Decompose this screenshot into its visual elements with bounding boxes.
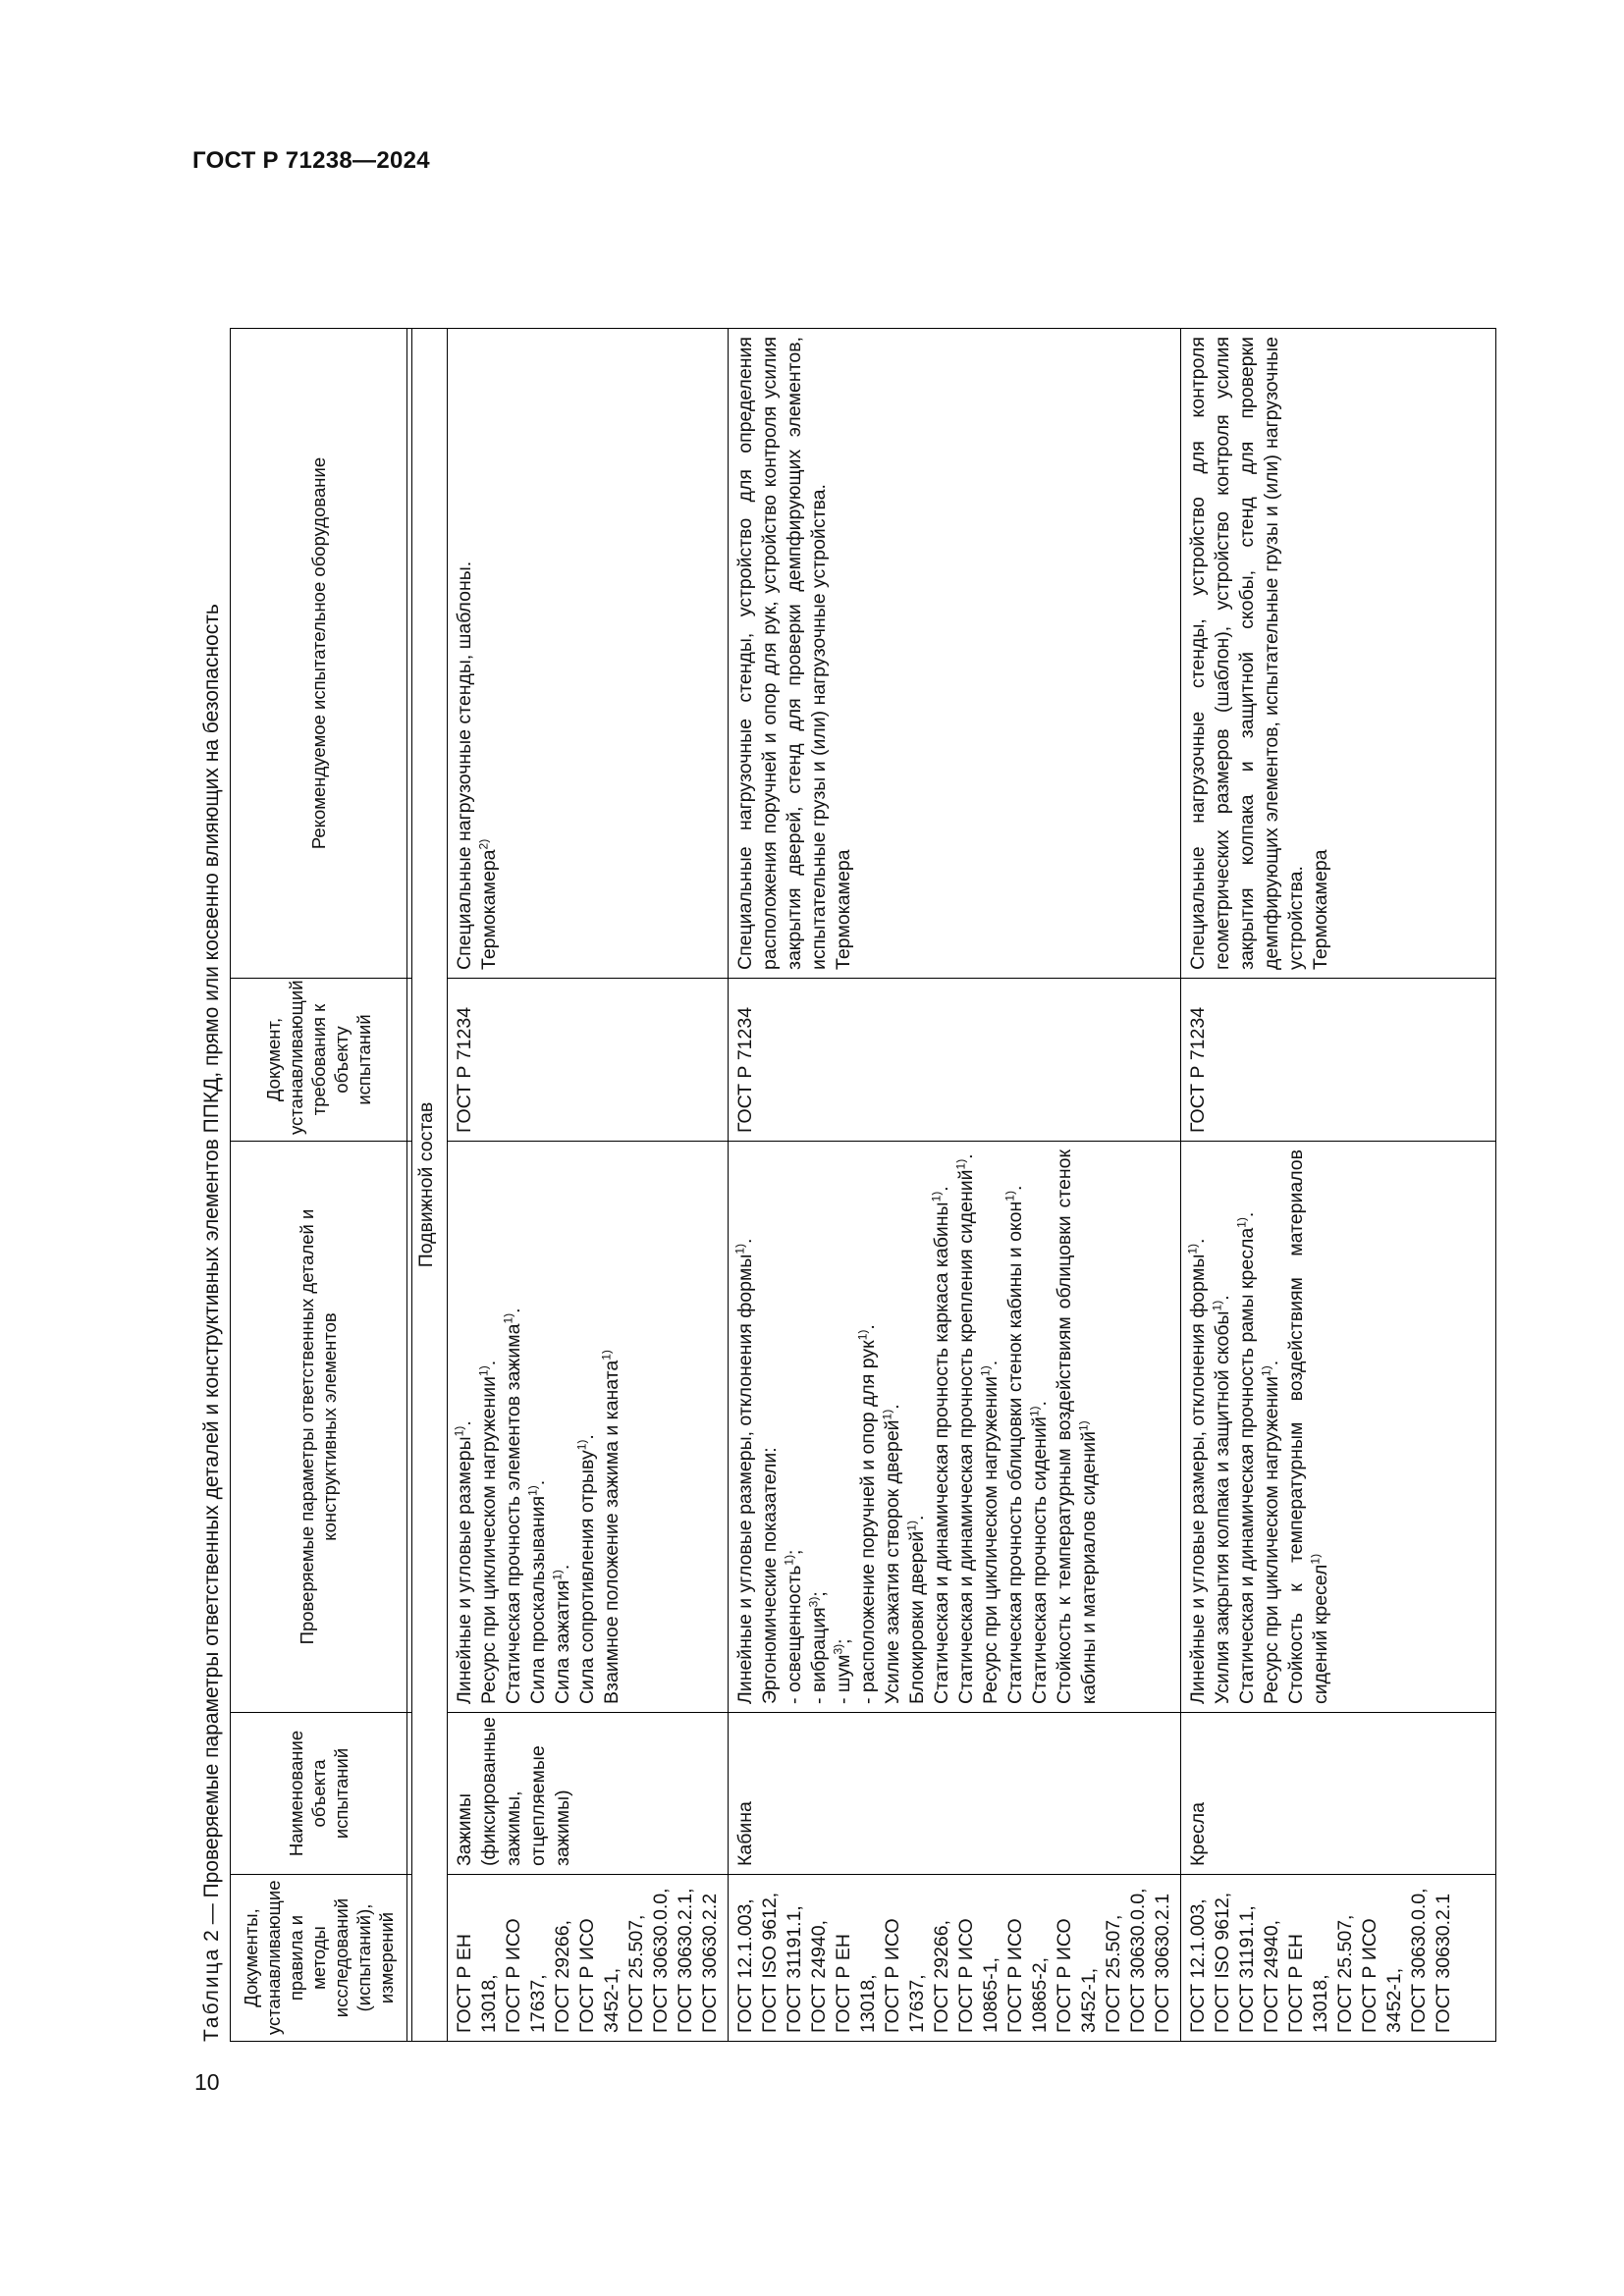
doc-reference: ГОСТ 30630.2.1 [1152,1893,1174,2033]
parameter-item: Эргономические показатели: [759,1447,782,1704]
footnote-ref: 1) [978,1365,993,1376]
doc-reference: ГОСТ Р ИСО 10865-2, [1004,1918,1052,2033]
parameter-item: Сила сопротивления отрыву$^{1)}$. [574,1434,599,1704]
object-cell: Кресла [1181,1713,1496,1875]
doc-reference: ГОСТ 31191.1, [1236,1905,1259,2033]
footnote-ref: 3) [831,1643,845,1655]
section-row [412,329,448,2042]
table-caption [192,324,232,2042]
doc-reference: ГОСТ 25.507, [625,1914,648,2033]
parameter-item: Статическая прочность сидений$^{1)}$. [1027,1401,1052,1704]
doc-reference: ГОСТ 12.1.003, [1187,1898,1210,2033]
parameter-item: - расположение поручней и опор для рук$^{1)}$. [855,1324,880,1704]
footnote-ref: 1) [599,1350,614,1361]
parameters-table [230,328,1496,2042]
footnote-ref: 1) [732,1243,747,1255]
parameter-item: Статическая и динамическая прочность крепления сидений$^{1)}$. [953,1153,978,1704]
parameter-item: Линейные и угловые размеры, отклонения формы$^{1)}$. [1185,1238,1210,1704]
doc-reference: ГОСТ 30630.0.0, [1127,1888,1150,2033]
doc-reference: ГОСТ 25.507, [1334,1914,1357,2033]
footnote-ref: 1) [1002,1191,1017,1201]
footnote-ref: 1) [550,1570,565,1580]
doc-reference: ГОСТ Р ЕН 13018, [454,1934,501,2033]
doc-reference: ГОСТ ISO 9612, [759,1892,782,2033]
doc-reference: ГОСТ 30630.2.1, [675,1888,697,2033]
footnote-ref: 1) [953,1158,968,1170]
equipment-cell [729,329,1181,979]
doc-reference: ГОСТ Р ИСО 10865-1, [955,1918,1002,2033]
doc-reference: ГОСТ 29266, [552,1919,574,2033]
equipment-item: Специальные нагрузочные стенды, устройство для определения расположения поручней и опор для рук, устройство контроля усилия закрытия дверей, стенд для проверки демпфирующих элементов, испытательные грузы и (или) нагрузочные устройства. [734,337,831,970]
footnote-ref: 1) [1234,1217,1249,1228]
caption-label: Таблица [200,1947,223,2042]
doc-reference: ГОСТ Р ИСО 3452-1, [1359,1918,1406,2033]
parameter-item: Усилие зажатия створок дверей$^{1)}$. [880,1404,904,1704]
footnote-ref: 1) [1027,1406,1042,1417]
table-row [729,329,1181,2042]
caption-text: 2 — Проверяемые параметры ответственных деталей и конструктивных элементов ППКД, прямо или косвенно влияющих на безопасность [200,604,223,1942]
doc-reference: ГОСТ ISO 9612, [1212,1892,1234,2033]
requirement-doc-cell: ГОСТ Р 71234 [448,979,729,1142]
doc-reference: ГОСТ 31191.1, [784,1905,806,2033]
doc-reference: ГОСТ Р ИСО 3452-1, [576,1918,623,2033]
parameter-item: Ресурс при циклическом нагружении$^{1)}$. [476,1360,501,1704]
docs-cell [448,1875,729,2042]
parameter-item: Стойкость к температурным воздействиям облицовки стенок кабины и материалов сидений$^{1)}$ [1054,1149,1101,1704]
column-header: Проверяемые параметры ответственных деталей и конструктивных элементов [231,1142,407,1713]
parameter-item: Сила проскальзывания$^{1)}$. [525,1479,550,1704]
doc-reference: ГОСТ 24940, [808,1919,831,2033]
equipment-item: Термокамера [1310,849,1332,970]
doc-reference: ГОСТ Р ИСО 17637, [503,1918,550,2033]
section-title: Подвижной состав [412,329,448,2042]
doc-reference: ГОСТ 30630.0.0, [1408,1888,1431,2033]
table-row [448,329,729,2042]
footnote-ref: 1) [476,1365,491,1376]
parameter-item: Блокировки дверей$^{1)}$. [904,1515,929,1704]
doc-reference: ГОСТ 30630.0.0, [650,1888,673,2033]
table-row [1181,329,1496,2042]
parameter-item: Ресурс при циклическом нагружении$^{1)}$. [978,1360,1002,1704]
column-header: Рекомендуемое испытательное оборудование [231,329,407,979]
footnote-ref: 1) [1076,1420,1091,1432]
parameter-item: Усилия закрытия колпака и защитной скобы$^{1)}$. [1210,1295,1234,1704]
params-cell [1181,1142,1496,1713]
parameter-item: Статическая прочность облицовки стенок кабины и окон$^{1)}$. [1002,1185,1027,1704]
parameter-item: Стойкость к температурным воздействиям материалов сидений кресел$^{1)}$ [1285,1149,1332,1704]
equipment-cell [1181,329,1496,979]
object-cell: Кабина [729,1713,1181,1875]
parameter-item: Линейные и угловые размеры, отклонения формы$^{1)}$. [732,1238,757,1704]
table-header-row [231,329,407,2042]
parameter-item: - вибрация$^{3)}$; [806,1591,831,1704]
parameter-item: Сила зажатия$^{1)}$. [550,1564,574,1704]
footnote-ref: 1) [1259,1365,1273,1376]
equipment-item: Специальные нагрузочные стенды, устройство для контроля геометрических размеров (шаблон), устройство контроля усилия закрытия колпака и защитной скобы, стенд для проверки демпфирующих элементов, испытательные грузы и (или) нагрузочные устройства. [1187,337,1308,970]
object-cell: Зажимы (фиксированные зажимы, отцепляемые зажимы) [448,1713,729,1875]
footnote-ref: 1) [1185,1243,1200,1255]
equipment-cell [448,329,729,979]
footnote-ref: 1) [904,1521,919,1531]
column-header: Документы, устанавливающие правила и методы исследований (испытаний), измерений [231,1875,407,2042]
parameter-item: Статическая и динамическая прочность рамы кресла$^{1)}$. [1234,1211,1259,1704]
footnote-ref: 1) [1308,1553,1323,1565]
equipment-item: Специальные нагрузочные стенды, шаблоны. [454,561,476,970]
doc-reference: ГОСТ Р ЕН 13018, [833,1934,880,2033]
docs-cell [729,1875,1181,2042]
doc-reference: ГОСТ 24940, [1261,1919,1283,2033]
params-cell [729,1142,1181,1713]
footnote-ref: 1) [525,1485,540,1496]
document-title: ГОСТ Р 71238—2024 [192,147,430,174]
footnote-ref: 1) [452,1425,466,1437]
equipment-item: Термокамера [833,849,855,970]
parameter-item: Линейные и угловые размеры$^{1)}$. [452,1420,476,1704]
rotated-table-area [192,324,1502,2042]
doc-reference: ГОСТ Р ИСО 17637, [882,1918,929,2033]
doc-reference: ГОСТ 30630.2.2 [699,1893,722,2033]
params-cell [448,1142,729,1713]
doc-reference: ГОСТ 29266, [931,1919,953,2033]
footnote-ref: 1) [880,1409,894,1420]
parameter-item: Статическая прочность элементов зажима$^{1)}$. [501,1308,525,1704]
footnote-ref: 3) [806,1596,821,1608]
column-header: Документ, устанавливающий требования к объекту испытаний [231,979,407,1142]
parameter-item: - освещенность$^{1)}$; [782,1549,806,1704]
requirement-doc-cell: ГОСТ Р 71234 [729,979,1181,1142]
footnote-ref: 2) [476,838,491,850]
requirement-doc-cell: ГОСТ Р 71234 [1181,979,1496,1142]
parameter-item: - шум$^{3)}$; [831,1638,855,1704]
parameter-item: Взаимное положение зажима и каната$^{1)}$ [599,1350,623,1704]
footnote-ref: 1) [855,1329,870,1341]
page-number: 10 [194,2069,220,2095]
doc-reference: ГОСТ Р ЕН 13018, [1285,1934,1332,2033]
doc-reference: ГОСТ Р ИСО 3452-1, [1054,1918,1101,2033]
parameter-item: Ресурс при циклическом нагружении$^{1)}$. [1259,1360,1283,1704]
footnote-ref: 1) [501,1312,515,1324]
footnote-ref: 1) [782,1554,796,1566]
parameter-item: Статическая и динамическая прочность каркаса кабины$^{1)}$. [929,1186,953,1704]
footnote-ref: 1) [574,1439,589,1451]
equipment-item: Термокамера$^{2)}$ [476,838,501,970]
doc-reference: ГОСТ 12.1.003, [734,1898,757,2033]
doc-reference: ГОСТ 30630.2.1 [1433,1893,1455,2033]
docs-cell [1181,1875,1496,2042]
column-header: Наименование объекта испытаний [231,1713,407,1875]
table-body [448,329,1496,2042]
doc-reference: ГОСТ 25.507, [1103,1914,1125,2033]
footnote-ref: 1) [1210,1300,1224,1311]
footnote-ref: 1) [929,1191,944,1202]
